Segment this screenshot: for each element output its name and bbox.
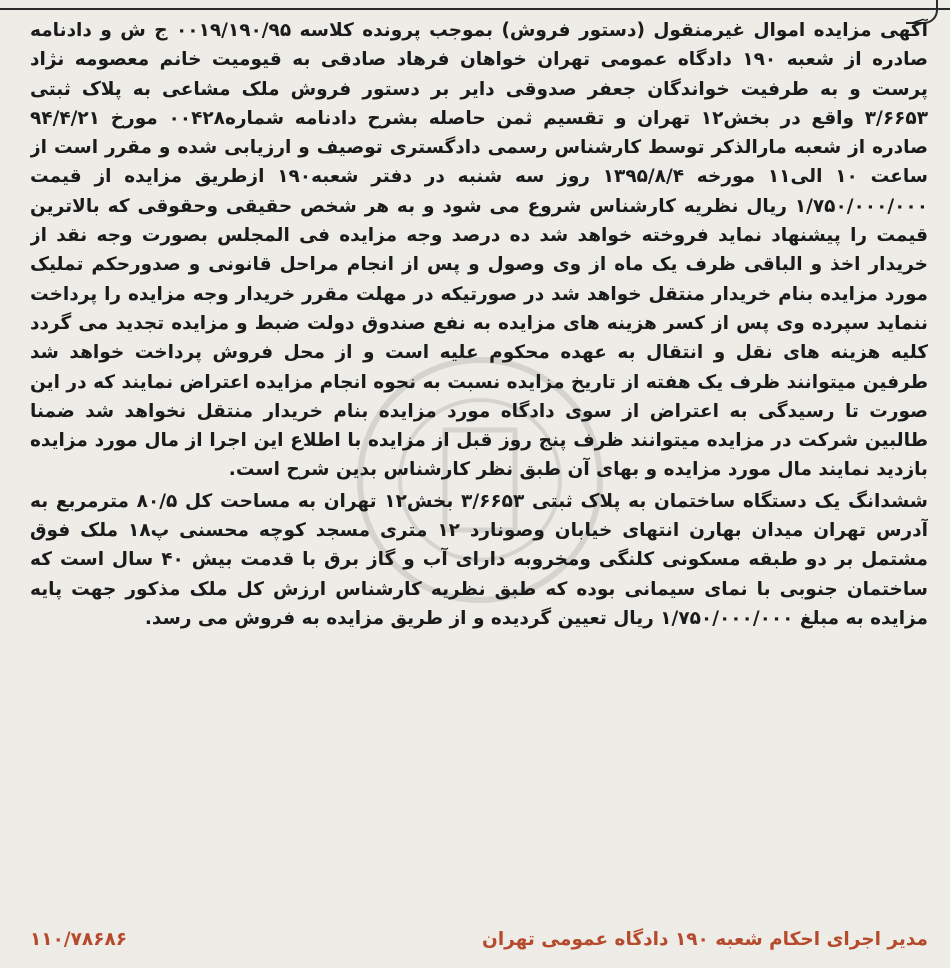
top-border-line: [0, 8, 950, 10]
notice-footer: [30, 924, 928, 954]
notice-paragraph-1: آگهی مزایده اموال غیرمنقول (دستور فروش) بموجب پرونده کلاسه ۰۰۱۹/۱۹۰/۹۵ ج ش و دادنامه صادره از شعبه ۱۹۰ دادگاه عمومی تهران خواهان فرهاد صادقی به قیومیت خانم معصومه نژاد پرست و به طرفیت خواندگان جعفر صدوقی دایر بر دستور فروش ملک مشاعی به پلاک ثبتی ۳/۶۶۵۳ واقع در بخش۱۲ تهران و تقسیم ثمن حاصله بشرح دادنامه شماره۰۰۴۲۸ مورخ ۹۴/۴/۲۱ صادره از شعبه مارالذکر توسط کارشناس رسمی دادگستری توصیف و ارزیابی شده و مقرر است از ساعت ۱۰ الی۱۱ مورخه ۱۳۹۵/۸/۴ روز سه شنبه در دفتر شعبه۱۹۰ ازطریق مزایده از قیمت ۱/۷۵۰/۰۰۰/۰۰۰ ریال نظریه کارشناس شروع می شود و به هر شخص حقیقی وحقوقی که بالاترین قیمت را پیشنهاد نماید فروخته خواهد شد ده درصد وجه مزایده فی المجلس بصورت وجه نقد از خریدار اخذ و الباقی ظرف یک ماه از وی وصول و پس از انجام مراحل قانونی و صدورحکم تملیک مورد مزایده بنام خریدار منتقل خواهد شد در صورتیکه در مهلت مقرر خریدار وجه مزایده را پرداخت ننماید سپرده وی پس از کسر هزینه های مزایده به نفع صندوق دولت ضبط و مزایده تجدید می گردد کلیه هزینه های نقل و انتقال به عهده محکوم علیه است و از محل فروش پرداخت خواهد شد طرفین میتوانند ظرف یک هفته از تاریخ مزایده نسبت به نحوه انجام مزایده اعتراض نمایند که در این صورت تا رسیدگی به اعتراض از سوی دادگاه مورد مزایده بنام خریدار منتقل نخواهد شد ضمنا طالبین شرکت در مزایده میتوانند ظرف پنج روز قبل از مزایده با اطلاع این اجرا از مال مورد مزایده بازدید نمایند مال مورد مزایده و بهای آن طبق نظر کارشناس بدین شرح است.: [30, 20, 928, 481]
notice-paragraph-2: ششدانگ یک دستگاه ساختمان به پلاک ثبتی ۳/۶۶۵۳ بخش۱۲ تهران به مساحت کل ۸۰/۵ مترمربع به آدرس تهران میدان بهارن انتهای خیابان وصونارد ۱۲ متری مسجد کوچه محسنی پ۱۸ ملک فوق مشتمل بر دو طبقه مسکونی کلنگی ومخروبه دارای آب و گاز برق با قدمت بیش ۴۰ سال است که ساختمان جنوبی با نمای سیمانی بوده که طبق نظریه کارشناس ارزش کل ملک مذکور جهت پایه مزایده به مبلغ ۱/۷۵۰/۰۰۰/۰۰۰ ریال تعیین گردیده و از طریق مزایده به فروش می رسد.: [30, 490, 928, 629]
reference-number: ۱۱۰/۷۸۶۸۶: [30, 928, 128, 950]
issuer-signature: مدیر اجرای احکام شعبه ۱۹۰ دادگاه عمومی تهران: [482, 928, 928, 950]
auction-notice: [30, 16, 928, 936]
